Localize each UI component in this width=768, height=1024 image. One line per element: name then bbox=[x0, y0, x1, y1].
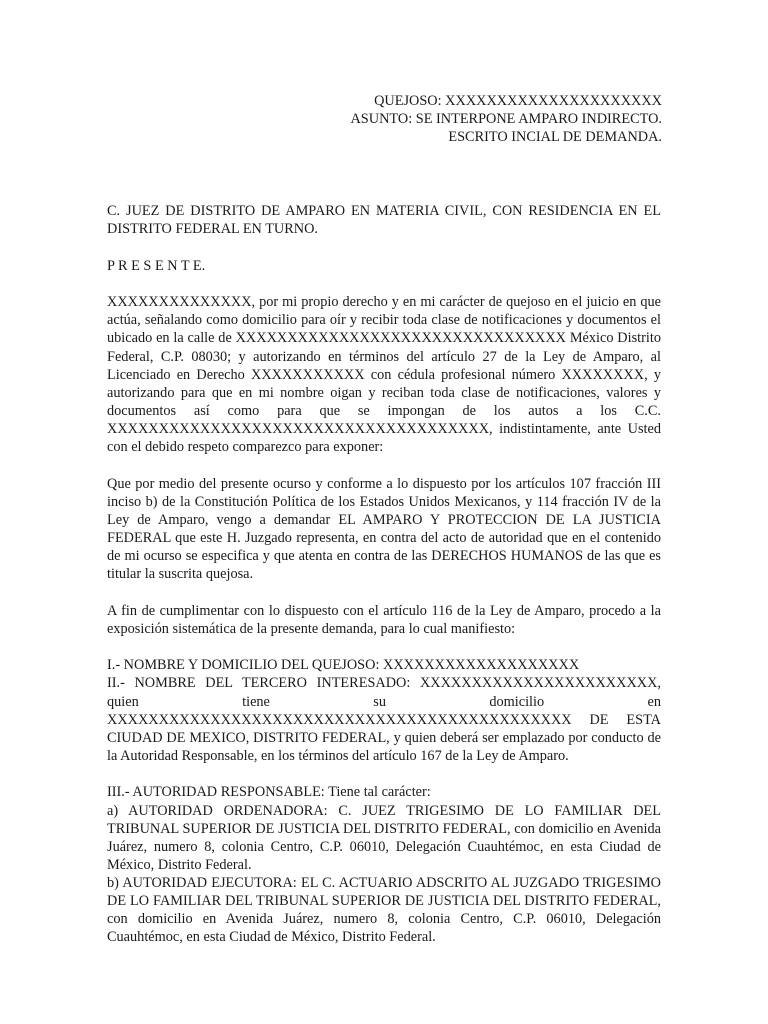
escrito-line: ESCRITO INCIAL DE DEMANDA. bbox=[448, 129, 662, 146]
intro-paragraph: XXXXXXXXXXXXXX, por mi propio derecho y en mi carácter de quejoso en el juicio en que actúa, señalando como domicilio para oír y recibir toda clase de notificaciones y documentos el ubicado en la calle de XXXXXXXXXXXXXXXXXXXXXXXXXXXXXXXX México Distrito Federal, C.P. 08030; y autorizando en términos del artículo 27 de la Ley de Amparo, al Licenciado en Derecho XXXXXXXXXXX con cédula profesional número XXXXXXXX, y autorizando para que en mi nombre oigan y reciban toda clase de notificaciones, valores y documentos así como para que se impongan de los autos a los C.C. XXXXXXXXXXXXXXXXXXXXXXXXXXXXXXXXXXXXX, indistintamente, ante Usted con el debido respeto comparezco para exponer: bbox=[107, 294, 661, 456]
presente: P R E S E N T E. bbox=[107, 257, 206, 274]
demand-paragraph: Que por medio del presente ocurso y conforme a lo dispuesto por los artículos 107 fracción III inciso b) de la Constitución Política de los Estados Unidos Mexicanos, y 114 fracción IV de la Ley de Amparo, vengo a demandar EL AMPARO Y PROTECCION DE LA JUSTICIA FEDERAL que este H. Juzgado representa, en contra del acto de autoridad que en el contenido de mi ocurso se especifica y que atenta en contra de las DERECHOS HUMANOS de las que es titular la suscrita quejosa. bbox=[107, 475, 661, 583]
item-iii-autoridad: III.- AUTORIDAD RESPONSABLE: Tiene tal carácter: bbox=[107, 784, 431, 801]
addressee: C. JUEZ DE DISTRITO DE AMPARO EN MATERIA CIVIL, CON RESIDENCIA EN EL DISTRITO FEDERAL EN TURNO. bbox=[107, 203, 661, 238]
asunto-line: ASUNTO: SE INTERPONE AMPARO INDIRECTO. bbox=[350, 111, 662, 128]
document-body bbox=[107, 202, 661, 946]
document-header bbox=[350, 92, 662, 146]
item-a-ordenadora: a) AUTORIDAD ORDENADORA: C. JUEZ TRIGESIMO DE LO FAMILIAR DEL TRIBUNAL SUPERIOR DE JUSTICIA DEL DISTRITO FEDERAL, con domicilio en Avenida Juárez, numero 8, colonia Centro, C.P. 06010, Delegación Cuauhtémoc, en esta Ciudad de México, Distrito Federal. bbox=[107, 802, 661, 873]
item-ii-tercero: II.- NOMBRE DEL TERCERO INTERESADO: XXXXXXXXXXXXXXXXXXXXXXX, quien tiene su domicilio en XXXXXXXXXXXXXXXXXXXXXXXXXXXXXXXXXXXXXXXXXXXXX DE ESTA CIUDAD DE MEXICO, DISTRITO FEDERAL, y quien deberá ser emplazado por conducto de la Autoridad Responsable, en los términos del artículo 167 de la Ley de Amparo. bbox=[107, 675, 661, 764]
quejoso-line: QUEJOSO: XXXXXXXXXXXXXXXXXXXXX bbox=[374, 93, 662, 109]
fin-paragraph: A fin de cumplimentar con lo dispuesto con el artículo 116 de la Ley de Amparo, procedo a la exposición sistemática de la presente demanda, para lo cual manifiesto: bbox=[107, 602, 661, 637]
item-b-ejecutora: b) AUTORIDAD EJECUTORA: EL C. ACTUARIO ADSCRITO AL JUZGADO TRIGESIMO DE LO FAMILIAR DEL TRIBUNAL SUPERIOR DE JUSTICIA DEL DISTRITO FEDERAL, con domicilio en Avenida Juárez, numero 8, colonia Centro, C.P. 06010, Delegación Cuauhtémoc, en esta Ciudad de México, Distrito Federal. bbox=[107, 874, 661, 946]
item-i-quejoso: I.- NOMBRE Y DOMICILIO DEL QUEJOSO: XXXXXXXXXXXXXXXXXXX bbox=[107, 657, 580, 674]
